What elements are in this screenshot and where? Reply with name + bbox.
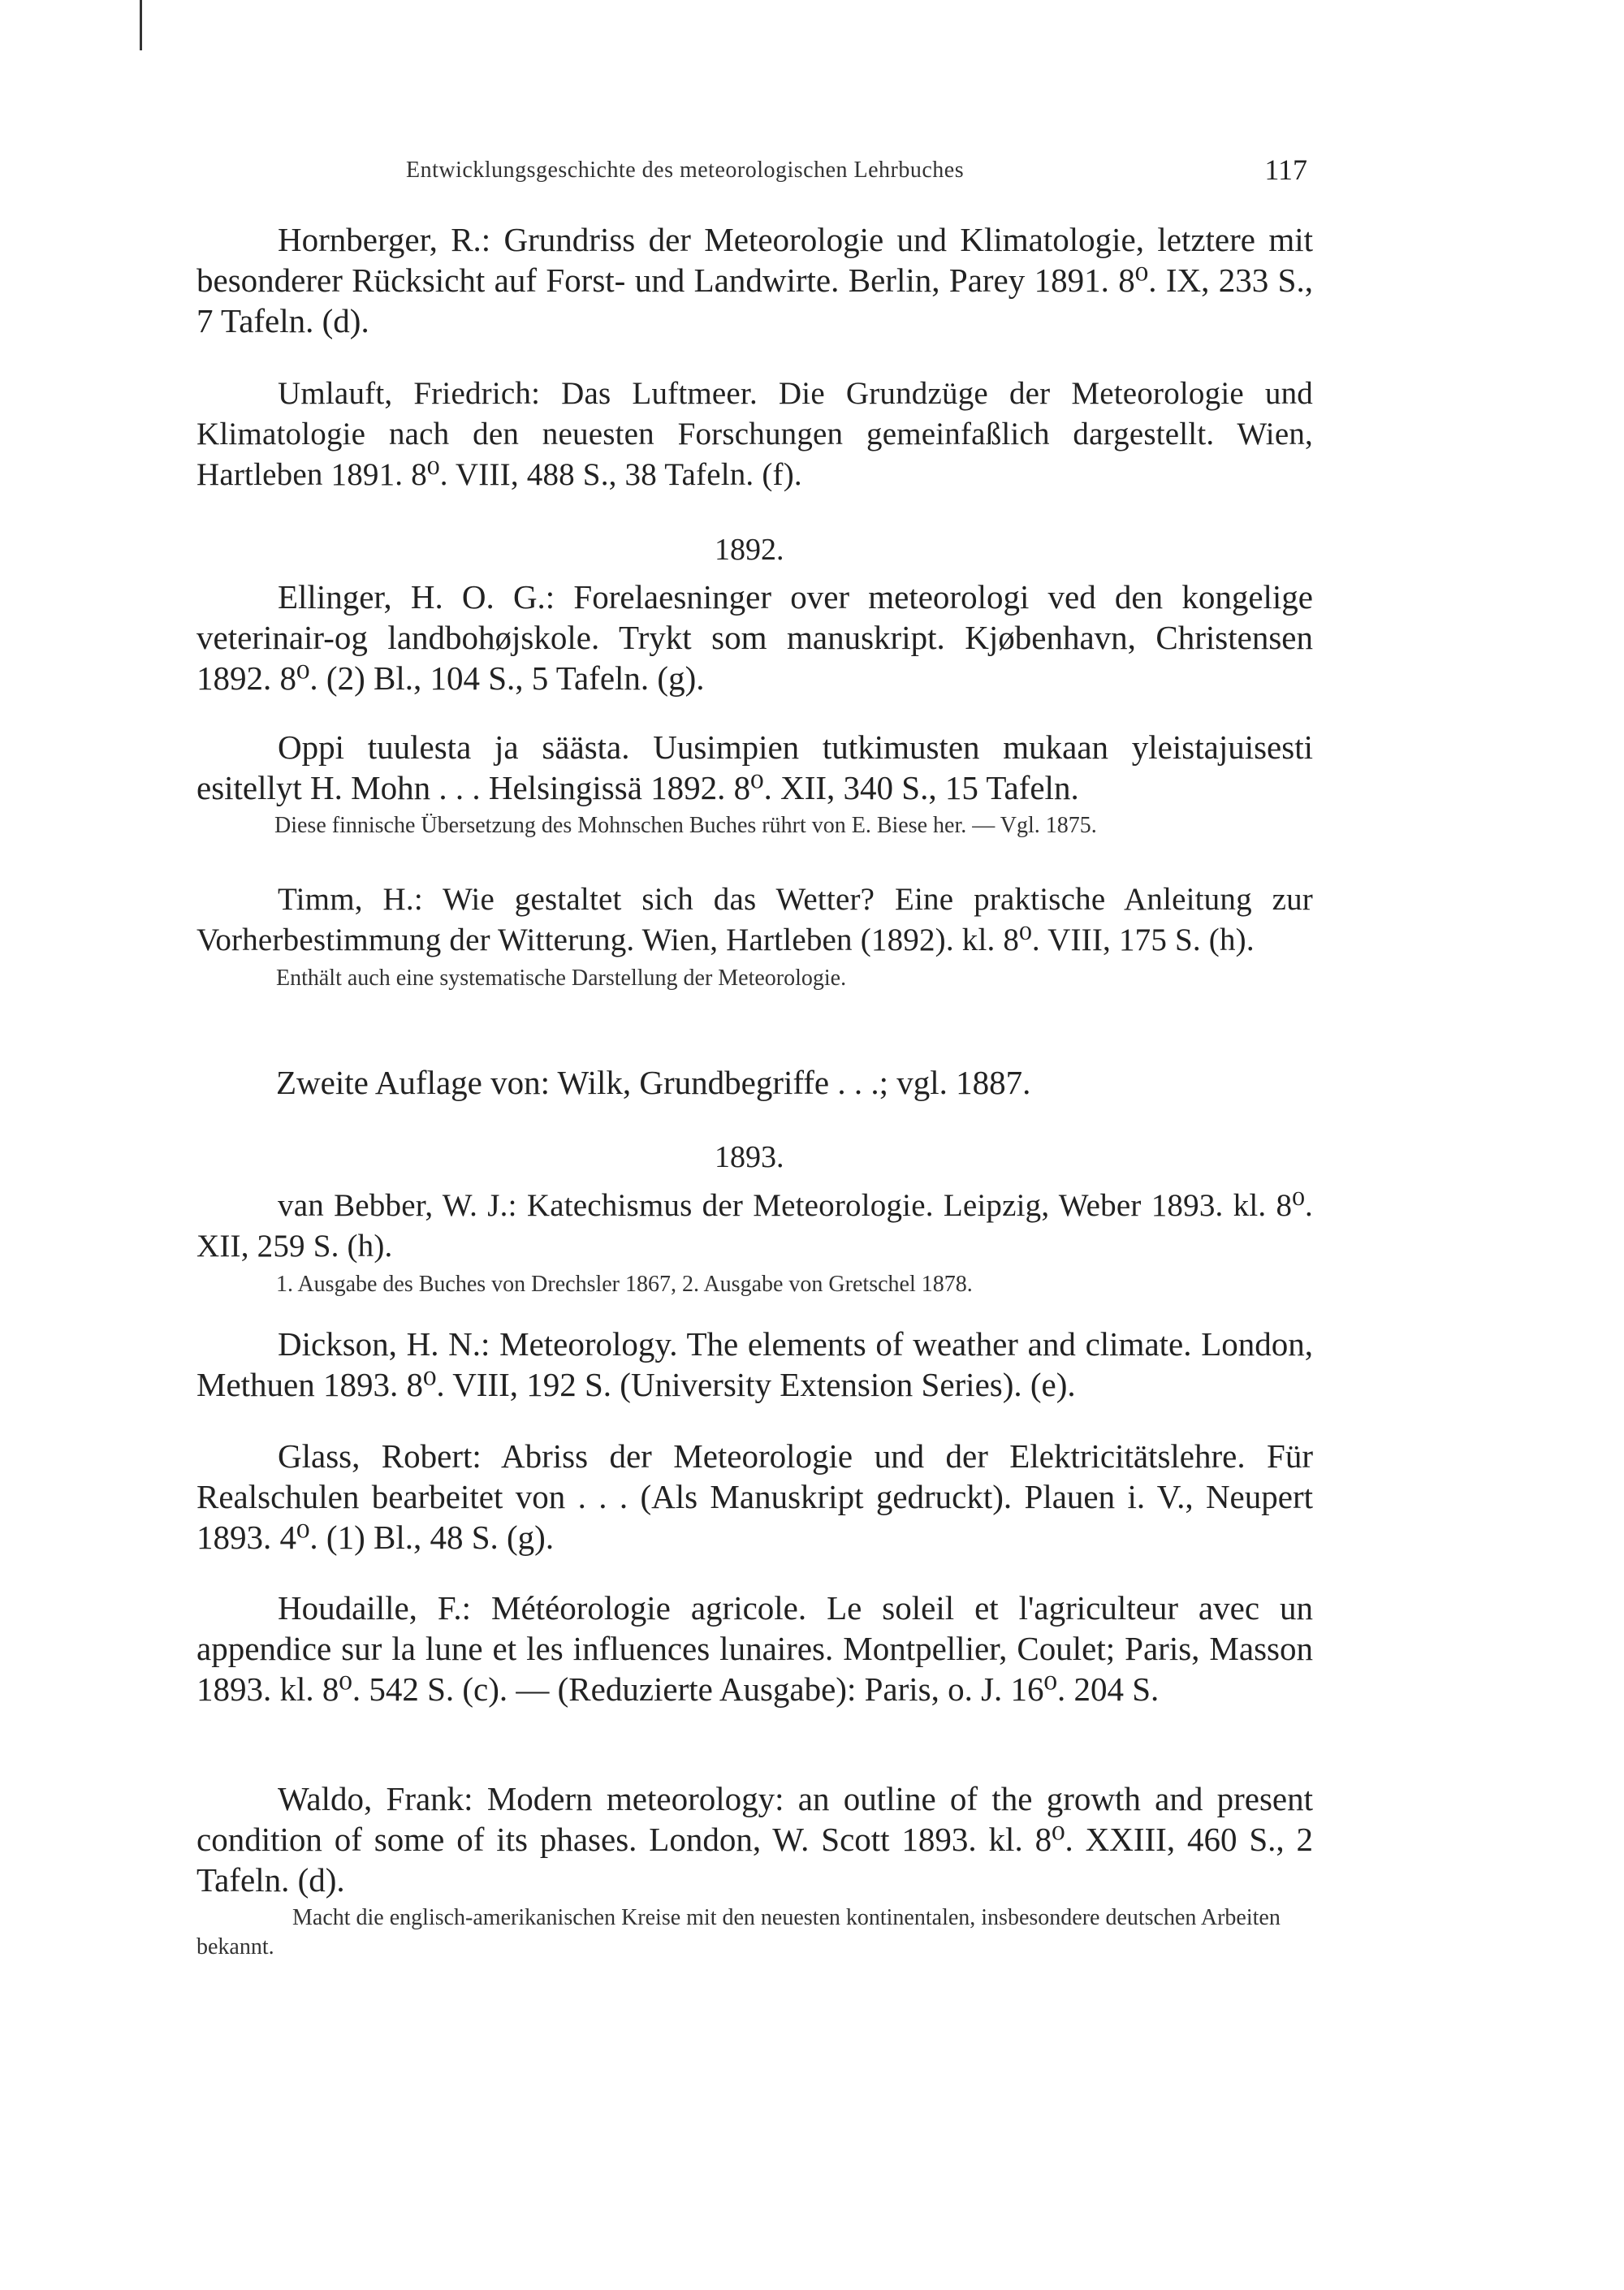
entry-text: Hornberger, R.: Grundriss der Meteorologie und Klimatologie, letztere mit besonderer Rücksicht auf Forst- und Landwirte. Berlin, Parey 1891. 8⁰. IX, 233 S., 7 Tafeln. (d). (197, 221, 1313, 339)
entry-text: Glass, Robert: Abriss der Meteorologie und der Elektricitätslehre. Für Realschulen bearbeitet von . . . (Als Manuskript gedruckt). Plauen i. V., Neupert 1893. 4⁰. (1) Bl., 48 S. (g). (197, 1437, 1313, 1556)
entry-text: Ellinger, H. O. G.: Forelaesninger over meteorologi ved den kongelige veterinair-og landbohøjskole. Trykt som manuskript. Kjøbenhavn, Christensen 1892. 8⁰. (2) Bl., 104 S., 5 Tafeln. (g). (197, 578, 1313, 697)
entry-text: Dickson, H. N.: Meteorology. The elements of weather and climate. London, Methuen 1893. 8⁰. VIII, 192 S. (University Extension Series). (e). (197, 1325, 1313, 1403)
binding-mark (140, 0, 142, 50)
entry-text: Waldo, Frank: Modern meteorology: an outline of the growth and present condition of some of its phases. London, W. Scott 1893. kl. 8⁰. XXIII, 460 S., 2 Tafeln. (d). (197, 1780, 1313, 1899)
entry-note: Macht die englisch-amerikanischen Kreise mit den neuesten kontinentalen, insbesondere deutschen Arbeiten bekannt. (197, 1905, 1281, 1959)
bibliography-entry (197, 1436, 1313, 1558)
entry-note: Diese finnische Übersetzung des Mohnschen Buches rührt von E. Biese her. — Vgl. 1875. (274, 813, 1097, 838)
bibliography-entry (197, 1062, 1313, 1103)
entry-text: Zweite Auflage von: Wilk, Grundbegriffe . . .; vgl. 1887. (276, 1064, 1031, 1101)
bibliography-entry (197, 1324, 1313, 1405)
page-header (406, 153, 1307, 188)
entry-text: Timm, H.: Wie gestaltet sich das Wetter? Eine praktische Anleitung zur Vorherbestimmung der Witterung. Wien, Hartleben (1892). kl. 8⁰. VIII, 175 S. (h). (197, 882, 1313, 957)
running-title: Entwicklungsgeschichte des meteorologischen Lehrbuches (406, 158, 965, 183)
entry-text: Oppi tuulesta ja säästa. Uusimpien tutkimusten mukaan yleistajuisesti esitellyt H. Mohn . . . Helsingissä 1892. 8⁰. XII, 340 S., 15 Tafeln. (197, 728, 1313, 806)
page-number: 117 (1264, 153, 1307, 186)
bibliography-entry (197, 727, 1313, 840)
bibliography-entry (197, 1588, 1313, 1709)
entry-text: Umlauft, Friedrich: Das Luftmeer. Die Grundzüge der Meteorologie und Klimatologie nach den neuesten Forschungen gemeinfaßlich dargestellt. Wien, Hartleben 1891. 8⁰. VIII, 488 S., 38 Tafeln. (f). (197, 376, 1313, 492)
entry-note: Enthält auch eine systematische Darstellung der Meteorologie. (276, 966, 847, 991)
entry-text: van Bebber, W. J.: Katechismus der Meteorologie. Leipzig, Weber 1893. kl. 8⁰. XII, 259 S. (h). (197, 1188, 1313, 1264)
bibliography-entry (197, 1186, 1313, 1299)
bibliography-entry (197, 1778, 1313, 1962)
entry-note: 1. Ausgabe des Buches von Drechsler 1867, 2. Ausgabe von Gretschel 1878. (276, 1272, 973, 1297)
bibliography-entry (197, 879, 1313, 993)
year-heading: 1893. (715, 1140, 784, 1174)
bibliography-entry (197, 577, 1313, 698)
year-heading: 1892. (715, 533, 784, 567)
entry-text: Houdaille, F.: Météorologie agricole. Le soleil et l'agriculteur avec un appendice sur la lune et les influences lunaires. Montpellier, Coulet; Paris, Masson 1893. kl. 8⁰. 542 S. (c). — (Reduzierte Ausgabe): Paris, o. J. 16⁰. 204 S. (197, 1589, 1313, 1708)
bibliography-entry (197, 219, 1313, 341)
bibliography-entry (197, 374, 1313, 495)
